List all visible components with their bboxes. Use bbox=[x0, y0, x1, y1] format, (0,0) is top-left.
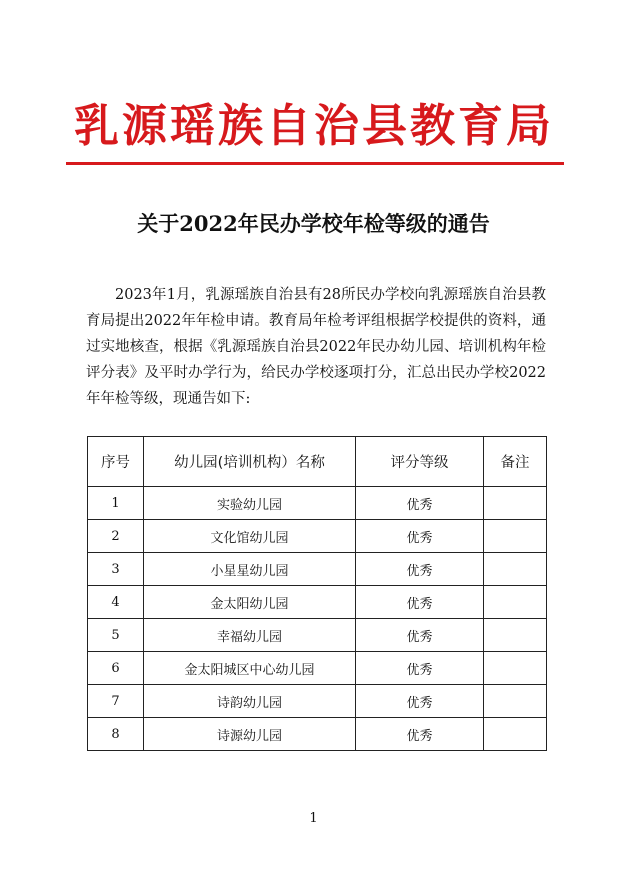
table-row bbox=[88, 586, 547, 619]
cell-serial: 4 bbox=[88, 586, 144, 619]
document-title: 关于2022年民办学校年检等级的通告 bbox=[137, 211, 490, 236]
cell-note bbox=[484, 487, 547, 520]
cell-grade: 优秀 bbox=[356, 685, 484, 718]
letterhead-title: 乳源瑶族自治县教育局 bbox=[73, 99, 554, 152]
cell-serial: 7 bbox=[88, 685, 144, 718]
page-number: 1 bbox=[309, 811, 318, 826]
cell-note bbox=[484, 718, 547, 751]
header-note: 备注 bbox=[484, 437, 547, 487]
cell-note bbox=[484, 586, 547, 619]
body-paragraph: 2023年1月，乳源瑶族自治县有28所民办学校向乳源瑶族自治县教育局提出2022年年检申请。教育局年检考评组根据学校提供的资料，通过实地核查，根据《乳源瑶族自治县2022年民办幼儿园、培训机构年检评分表》及平时办学行为，给民办学校逐项打分，汇总出民办学校2022年年检等级，现通告如下: bbox=[86, 287, 546, 407]
cell-serial: 8 bbox=[88, 718, 144, 751]
cell-name: 文化馆幼儿园 bbox=[144, 520, 356, 553]
cell-name: 实验幼儿园 bbox=[144, 487, 356, 520]
cell-note bbox=[484, 652, 547, 685]
table-header-row bbox=[88, 437, 547, 487]
grade-table bbox=[87, 436, 547, 751]
table-row bbox=[88, 619, 547, 652]
cell-name: 幸福幼儿园 bbox=[144, 619, 356, 652]
cell-name: 诗韵幼儿园 bbox=[144, 685, 356, 718]
cell-name: 金太阳幼儿园 bbox=[144, 586, 356, 619]
table-row bbox=[88, 718, 547, 751]
cell-grade: 优秀 bbox=[356, 487, 484, 520]
cell-serial: 3 bbox=[88, 553, 144, 586]
cell-note bbox=[484, 553, 547, 586]
cell-grade: 优秀 bbox=[356, 652, 484, 685]
cell-note bbox=[484, 520, 547, 553]
table-row bbox=[88, 685, 547, 718]
cell-name: 诗源幼儿园 bbox=[144, 718, 356, 751]
table-row bbox=[88, 652, 547, 685]
header-name: 幼儿园(培训机构）名称 bbox=[144, 437, 356, 487]
cell-grade: 优秀 bbox=[356, 586, 484, 619]
cell-grade: 优秀 bbox=[356, 553, 484, 586]
cell-name: 小星星幼儿园 bbox=[144, 553, 356, 586]
table-row bbox=[88, 553, 547, 586]
cell-serial: 1 bbox=[88, 487, 144, 520]
letterhead-divider bbox=[66, 162, 564, 165]
cell-serial: 2 bbox=[88, 520, 144, 553]
header-grade: 评分等级 bbox=[356, 437, 484, 487]
table-row bbox=[88, 520, 547, 553]
cell-grade: 优秀 bbox=[356, 718, 484, 751]
cell-grade: 优秀 bbox=[356, 520, 484, 553]
cell-serial: 6 bbox=[88, 652, 144, 685]
header-serial: 序号 bbox=[88, 437, 144, 487]
cell-serial: 5 bbox=[88, 619, 144, 652]
cell-grade: 优秀 bbox=[356, 619, 484, 652]
cell-name: 金太阳城区中心幼儿园 bbox=[144, 652, 356, 685]
table-row bbox=[88, 487, 547, 520]
cell-note bbox=[484, 619, 547, 652]
cell-note bbox=[484, 685, 547, 718]
